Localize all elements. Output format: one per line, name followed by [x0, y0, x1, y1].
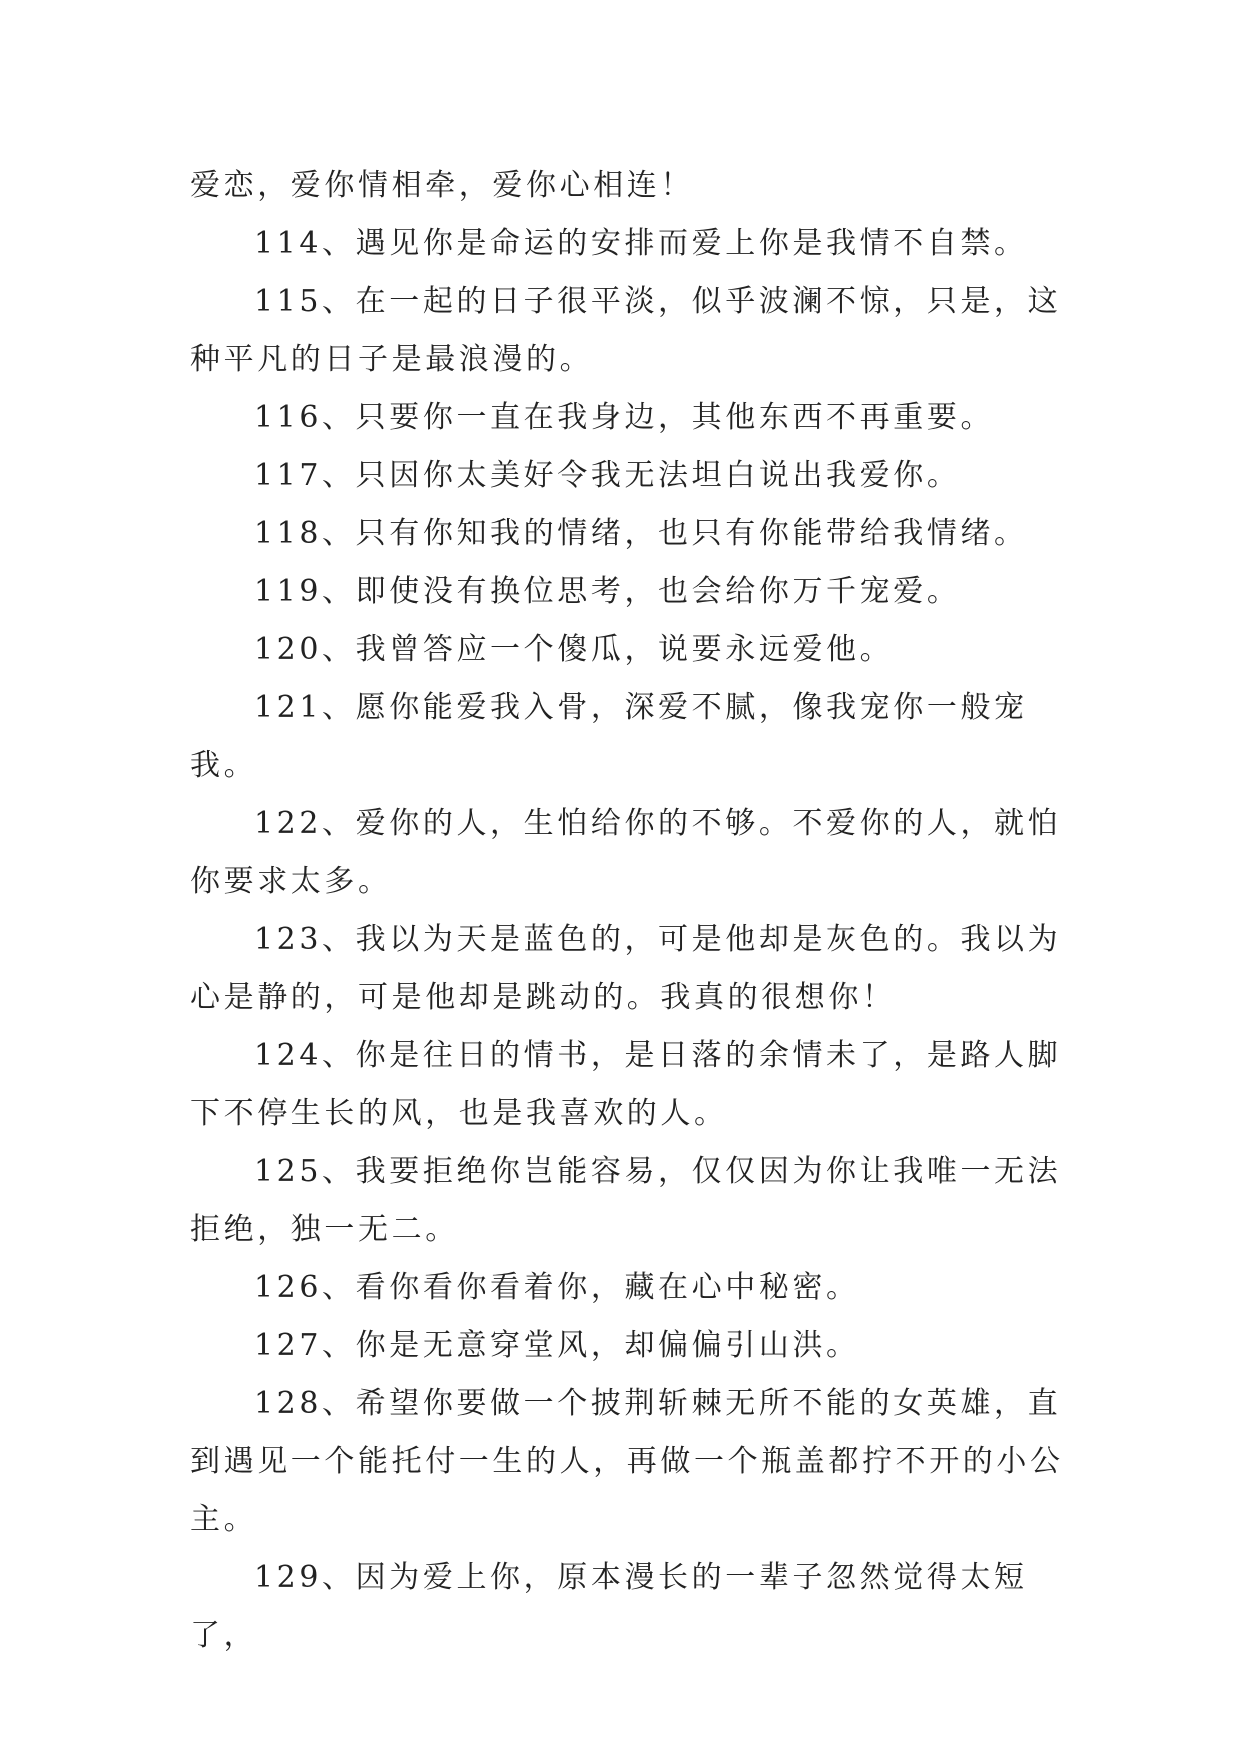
paragraph-128: 128、希望你要做一个披荆斩棘无所不能的女英雄，直到遇见一个能托付一生的人，再做一个瓶盖都拧不开的小公主。	[190, 1386, 1064, 1537]
paragraph-119: 119、即使没有换位思考，也会给你万千宠爱。	[254, 574, 961, 609]
paragraph-continued: 爱恋，爱你情相牵，爱你心相连！	[190, 168, 694, 203]
body-text	[190, 157, 1070, 1665]
paragraph-129: 129、因为爱上你，原本漫长的一辈子忽然觉得太短了，	[190, 1560, 1028, 1653]
paragraph-121: 121、愿你能爱我入骨，深爱不腻，像我宠你一般宠我。	[190, 690, 1028, 783]
paragraph-115: 115、在一起的日子很平淡，似乎波澜不惊，只是，这种平凡的日子是最浪漫的。	[190, 284, 1062, 377]
paragraph-127: 127、你是无意穿堂风，却偏偏引山洪。	[254, 1328, 860, 1363]
paragraph-120: 120、我曾答应一个傻瓜，说要永远爱他。	[254, 632, 894, 667]
paragraph-124: 124、你是往日的情书，是日落的余情未了，是路人脚下不停生长的风，也是我喜欢的人。	[190, 1038, 1062, 1131]
paragraph-117: 117、只因你太美好令我无法坦白说出我爱你。	[254, 458, 961, 493]
paragraph-126: 126、看你看你看着你，藏在心中秘密。	[254, 1270, 860, 1305]
paragraph-114: 114、遇见你是命运的安排而爱上你是我情不自禁。	[254, 226, 1028, 261]
paragraph-118: 118、只有你知我的情绪，也只有你能带给我情绪。	[254, 516, 1028, 551]
paragraph-116: 116、只要你一直在我身边，其他东西不再重要。	[254, 400, 995, 435]
paragraph-123: 123、我以为天是蓝色的，可是他却是灰色的。我以为心是静的，可是他却是跳动的。我真的很想你！	[190, 922, 1062, 1015]
paragraph-122: 122、爱你的人，生怕给你的不够。不爱你的人，就怕你要求太多。	[190, 806, 1062, 899]
paragraph-125: 125、我要拒绝你岂能容易，仅仅因为你让我唯一无法拒绝，独一无二。	[190, 1154, 1062, 1247]
